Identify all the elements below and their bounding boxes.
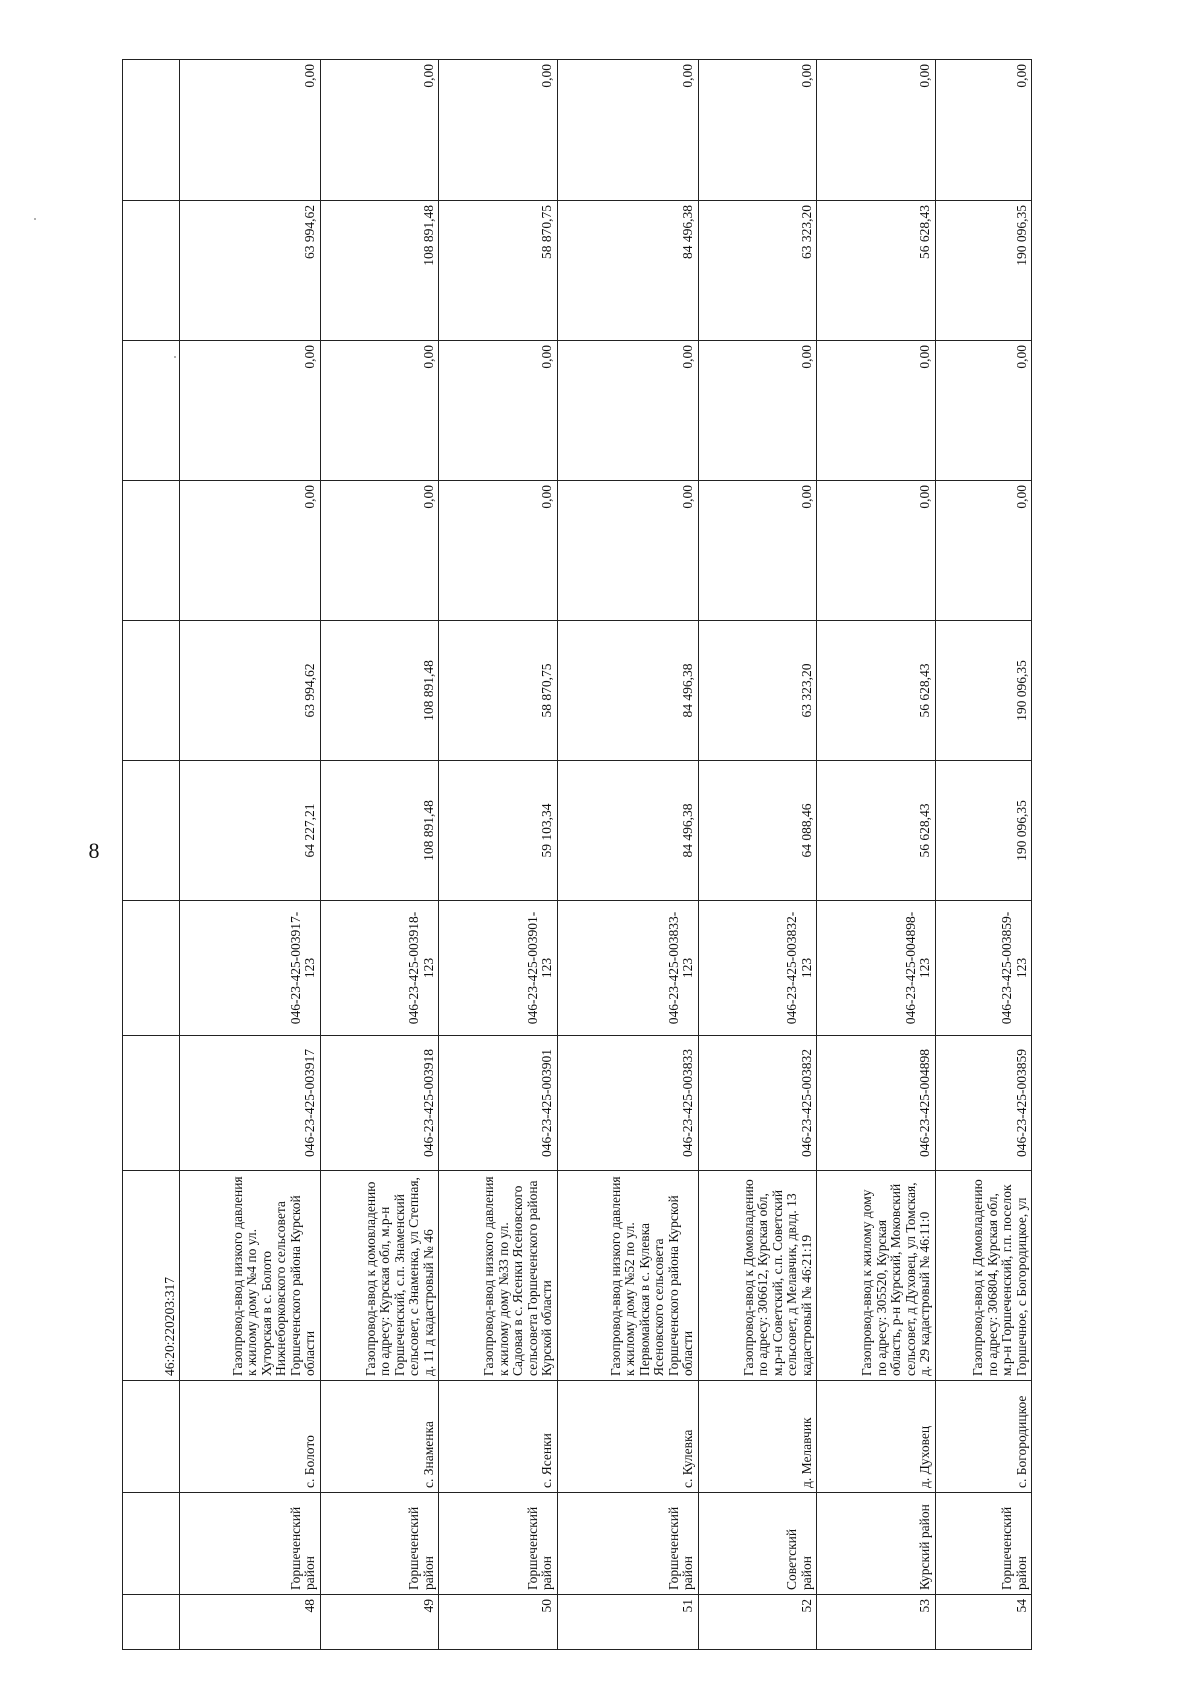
code-cell: 046-23-425-003832-123 [698, 901, 817, 1036]
value-cell: 64 227,21 [180, 761, 321, 901]
table-row [698, 60, 817, 1650]
value-cell: 190 096,35 [935, 761, 1031, 901]
value-cell: 0,00 [180, 60, 321, 201]
cadastral-number: 46:20:220203:317 [123, 1171, 180, 1381]
code-cell: 046-23-425-003833-123 [557, 901, 698, 1036]
value-cell: 56 628,43 [817, 201, 936, 341]
scan-speck [174, 356, 176, 358]
value-cell: 0,00 [935, 481, 1031, 621]
value-cell: 0,00 [817, 341, 936, 481]
value-cell: 58 870,75 [439, 621, 558, 761]
value-cell: 190 096,35 [935, 201, 1031, 341]
page-number: 8 [88, 838, 100, 863]
district-cell: Горшеченский район [439, 1493, 558, 1595]
inventory-number-cell: 046-23-425-003901 [439, 1036, 558, 1171]
value-cell: 0,00 [817, 481, 936, 621]
value-cell: 63 994,62 [180, 201, 321, 341]
district-cell: Горшеченский район [320, 1493, 439, 1595]
code-cell: 046-23-425-003918-123 [320, 901, 439, 1036]
row-number: 51 [557, 1595, 698, 1650]
inventory-number-cell: 046-23-425-004898 [817, 1036, 936, 1171]
inventory-number-cell: 046-23-425-003917 [180, 1036, 321, 1171]
objects-table [122, 59, 1032, 1650]
value-cell: 63 323,20 [698, 621, 817, 761]
row-number: 53 [817, 1595, 936, 1650]
object-cell: Газопровод-ввод к Домовладению по адресу: 306804, Курская обл, м.р-н Горшеченский, г.п. поселок Горшечное, с Богородицкое, ул [935, 1171, 1031, 1381]
row-number: 49 [320, 1595, 439, 1650]
table-row [935, 60, 1031, 1650]
settlement-cell: с. Богородицкое [935, 1381, 1031, 1493]
district-cell: Советский район [698, 1493, 817, 1595]
settlement-cell: с. Ясенки [439, 1381, 558, 1493]
value-cell: 0,00 [935, 341, 1031, 481]
value-cell: 190 096,35 [935, 621, 1031, 761]
value-cell: 0,00 [698, 341, 817, 481]
value-cell: 0,00 [698, 60, 817, 201]
value-cell: 84 496,38 [557, 201, 698, 341]
value-cell: 56 628,43 [817, 761, 936, 901]
value-cell: 0,00 [557, 341, 698, 481]
object-cell: Газопровод-ввод низкого давления к жилому дому №52 по ул. Первомайская в с. Кулевка Ясеновского сельсовета Горшеченского района Курской области [557, 1171, 698, 1381]
value-cell: 108 891,48 [320, 621, 439, 761]
code-cell: 046-23-425-003859-123 [935, 901, 1031, 1036]
object-cell: Газопровод-ввод низкого давления к жилому дому №4 по ул. Хуторская в с. Болото Нижнеборковского сельсовета Горшеченского района Курской области [180, 1171, 321, 1381]
value-cell: 0,00 [320, 481, 439, 621]
settlement-cell: д. Духовец [817, 1381, 936, 1493]
value-cell: 64 088,46 [698, 761, 817, 901]
value-cell: 0,00 [180, 481, 321, 621]
district-cell: Горшеченский район [180, 1493, 321, 1595]
value-cell: 0,00 [320, 341, 439, 481]
value-cell: 0,00 [698, 481, 817, 621]
value-cell: 58 870,75 [439, 201, 558, 341]
object-cell: Газопровод-ввод к жилому дому по адресу: 305520, Курская область, р-н Курский, Моковский сельсовет, д Духовец, ул Томская, д. 29 кадастровый № 46:11:0 [817, 1171, 936, 1381]
row-number: 52 [698, 1595, 817, 1650]
code-cell: 046-23-425-003901-123 [439, 901, 558, 1036]
value-cell: 108 891,48 [320, 761, 439, 901]
value-cell: 0,00 [557, 481, 698, 621]
table-row [817, 60, 936, 1650]
rotated-table-sheet [122, 60, 1032, 1650]
table-row [557, 60, 698, 1650]
value-cell: 0,00 [557, 60, 698, 201]
value-cell: 0,00 [817, 60, 936, 201]
value-cell: 63 323,20 [698, 201, 817, 341]
value-cell: 56 628,43 [817, 621, 936, 761]
value-cell: 0,00 [439, 60, 558, 201]
object-cell: Газопровод-ввод к Домовладению по адресу: 306612, Курская обл, м.р-н Советский, с.п. Советский сельсовет, д Мелавчик, двлд. 13 кадастровый № 46:21:19 [698, 1171, 817, 1381]
district-cell: Горшеченский район [557, 1493, 698, 1595]
district-cell: Горшеченский район [935, 1493, 1031, 1595]
table-row [320, 60, 439, 1650]
value-cell: 63 994,62 [180, 621, 321, 761]
inventory-number-cell: 046-23-425-003832 [698, 1036, 817, 1171]
value-cell: 0,00 [439, 341, 558, 481]
settlement-cell: д. Мелавчик [698, 1381, 817, 1493]
table-row-continuation [123, 60, 180, 1650]
value-cell: 0,00 [180, 341, 321, 481]
value-cell: 0,00 [439, 481, 558, 621]
settlement-cell: с. Кулевка [557, 1381, 698, 1493]
value-cell: 59 103,34 [439, 761, 558, 901]
value-cell: 84 496,38 [557, 621, 698, 761]
value-cell: 0,00 [935, 60, 1031, 201]
settlement-cell: с. Болото [180, 1381, 321, 1493]
inventory-number-cell: 046-23-425-003833 [557, 1036, 698, 1171]
object-cell: Газопровод-ввод к домовладению по адресу: Курская обл, м.р-н Горшеченский, с.п. Знаменский сельсовет, с Знаменка, ул Степная, д. 11 д кадастровый № 46 [320, 1171, 439, 1381]
row-number: 54 [935, 1595, 1031, 1650]
table-row [439, 60, 558, 1650]
settlement-cell: с. Знаменка [320, 1381, 439, 1493]
value-cell: 84 496,38 [557, 761, 698, 901]
table-row [180, 60, 321, 1650]
row-number: 48 [180, 1595, 321, 1650]
code-cell: 046-23-425-004898-123 [817, 901, 936, 1036]
code-cell: 046-23-425-003917-123 [180, 901, 321, 1036]
row-number: 50 [439, 1595, 558, 1650]
scan-speck [34, 218, 36, 220]
value-cell: 0,00 [320, 60, 439, 201]
object-cell: Газопровод-ввод низкого давления к жилому дому №33 по ул. Садовая в с. Ясенки Ясеновского сельсовета Горшеченского района Курской области [439, 1171, 558, 1381]
inventory-number-cell: 046-23-425-003918 [320, 1036, 439, 1171]
inventory-number-cell: 046-23-425-003859 [935, 1036, 1031, 1171]
district-cell: Курский район [817, 1493, 936, 1595]
value-cell: 108 891,48 [320, 201, 439, 341]
